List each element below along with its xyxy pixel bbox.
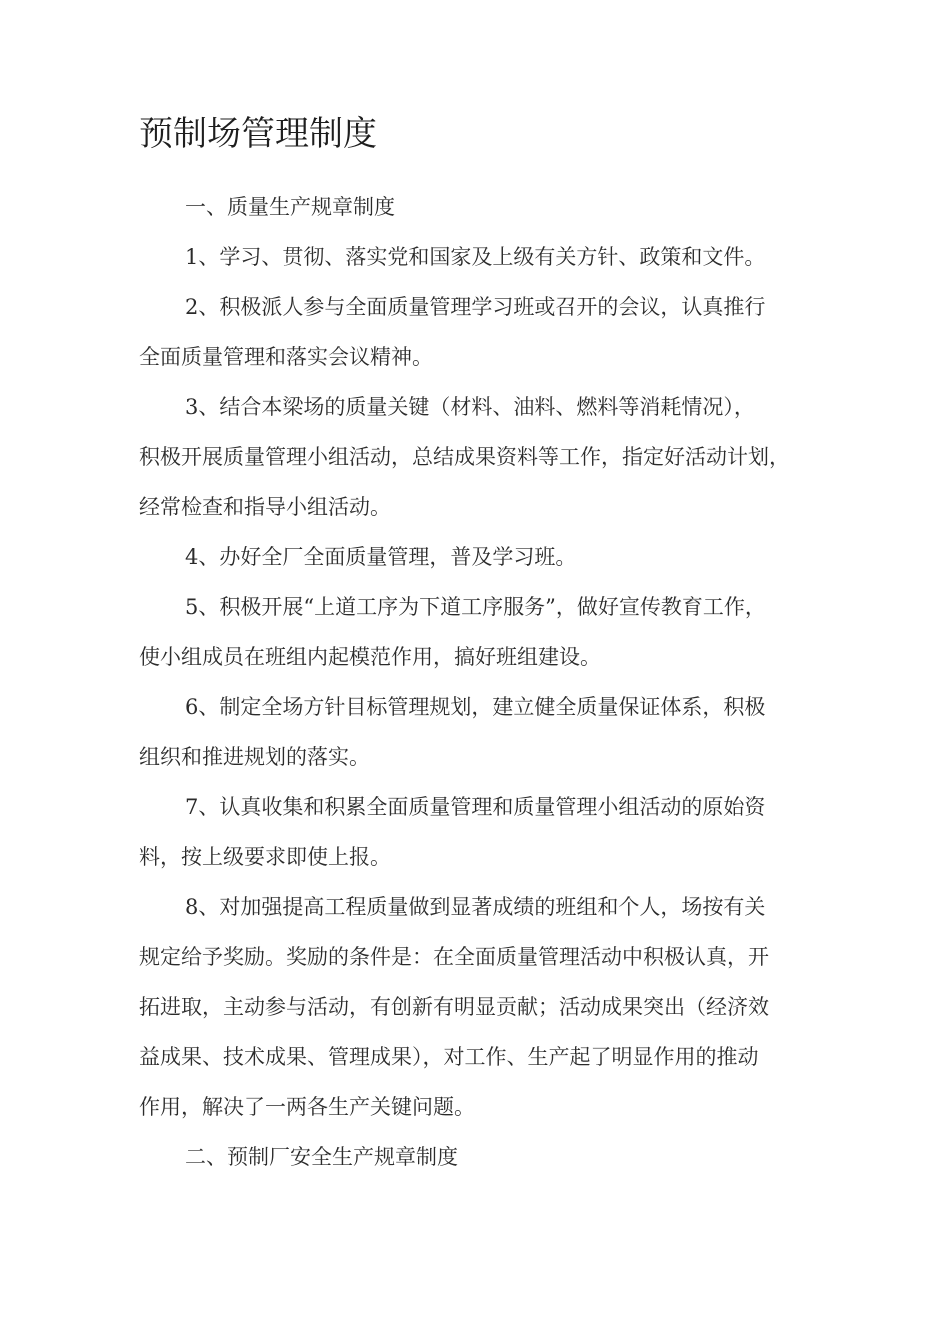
section-heading-safety: 二、预制厂安全生产规章制度 <box>185 1145 458 1169</box>
section-heading-quality: 一、质量生产规章制度 <box>185 195 395 219</box>
paragraph-line: 规定给予奖励。奖励的条件是：在全面质量管理活动中积极认真，开 <box>139 945 769 969</box>
paragraph-line: 3、结合本梁场的质量关键（材料、油料、燃料等消耗情况）， <box>185 395 755 419</box>
paragraph-line: 组织和推进规划的落实。 <box>139 745 370 769</box>
paragraph-line: 益成果、技术成果、管理成果），对工作、生产起了明显作用的推动 <box>139 1045 759 1069</box>
paragraph-line: 6、制定全场方针目标管理规划，建立健全质量保证体系，积极 <box>185 695 766 719</box>
paragraph-line: 积极开展质量管理小组活动，总结成果资料等工作，指定好活动计划， <box>139 445 790 469</box>
paragraph-line: 1、学习、贯彻、落实党和国家及上级有关方针、政策和文件。 <box>185 245 766 269</box>
document-title: 预制场管理制度 <box>139 114 377 154</box>
paragraph-line: 2、积极派人参与全面质量管理学习班或召开的会议，认真推行 <box>185 295 766 319</box>
paragraph-line: 全面质量管理和落实会议精神。 <box>139 345 433 369</box>
paragraph-line: 4、办好全厂全面质量管理，普及学习班。 <box>185 545 577 569</box>
paragraph-line: 料，按上级要求即使上报。 <box>139 845 391 869</box>
paragraph-line: 7、认真收集和积累全面质量管理和质量管理小组活动的原始资 <box>185 795 766 819</box>
paragraph-line: 拓进取，主动参与活动，有创新有明显贡献；活动成果突出（经济效 <box>139 995 769 1019</box>
paragraph-line: 作用，解决了一两各生产关键问题。 <box>139 1095 475 1119</box>
paragraph-line: 5、积极开展“上道工序为下道工序服务”，做好宣传教育工作， <box>185 595 766 619</box>
paragraph-line: 使小组成员在班组内起模范作用，搞好班组建设。 <box>139 645 601 669</box>
paragraph-line: 经常检查和指导小组活动。 <box>139 495 391 519</box>
paragraph-line: 8、对加强提高工程质量做到显著成绩的班组和个人，场按有关 <box>185 895 766 919</box>
